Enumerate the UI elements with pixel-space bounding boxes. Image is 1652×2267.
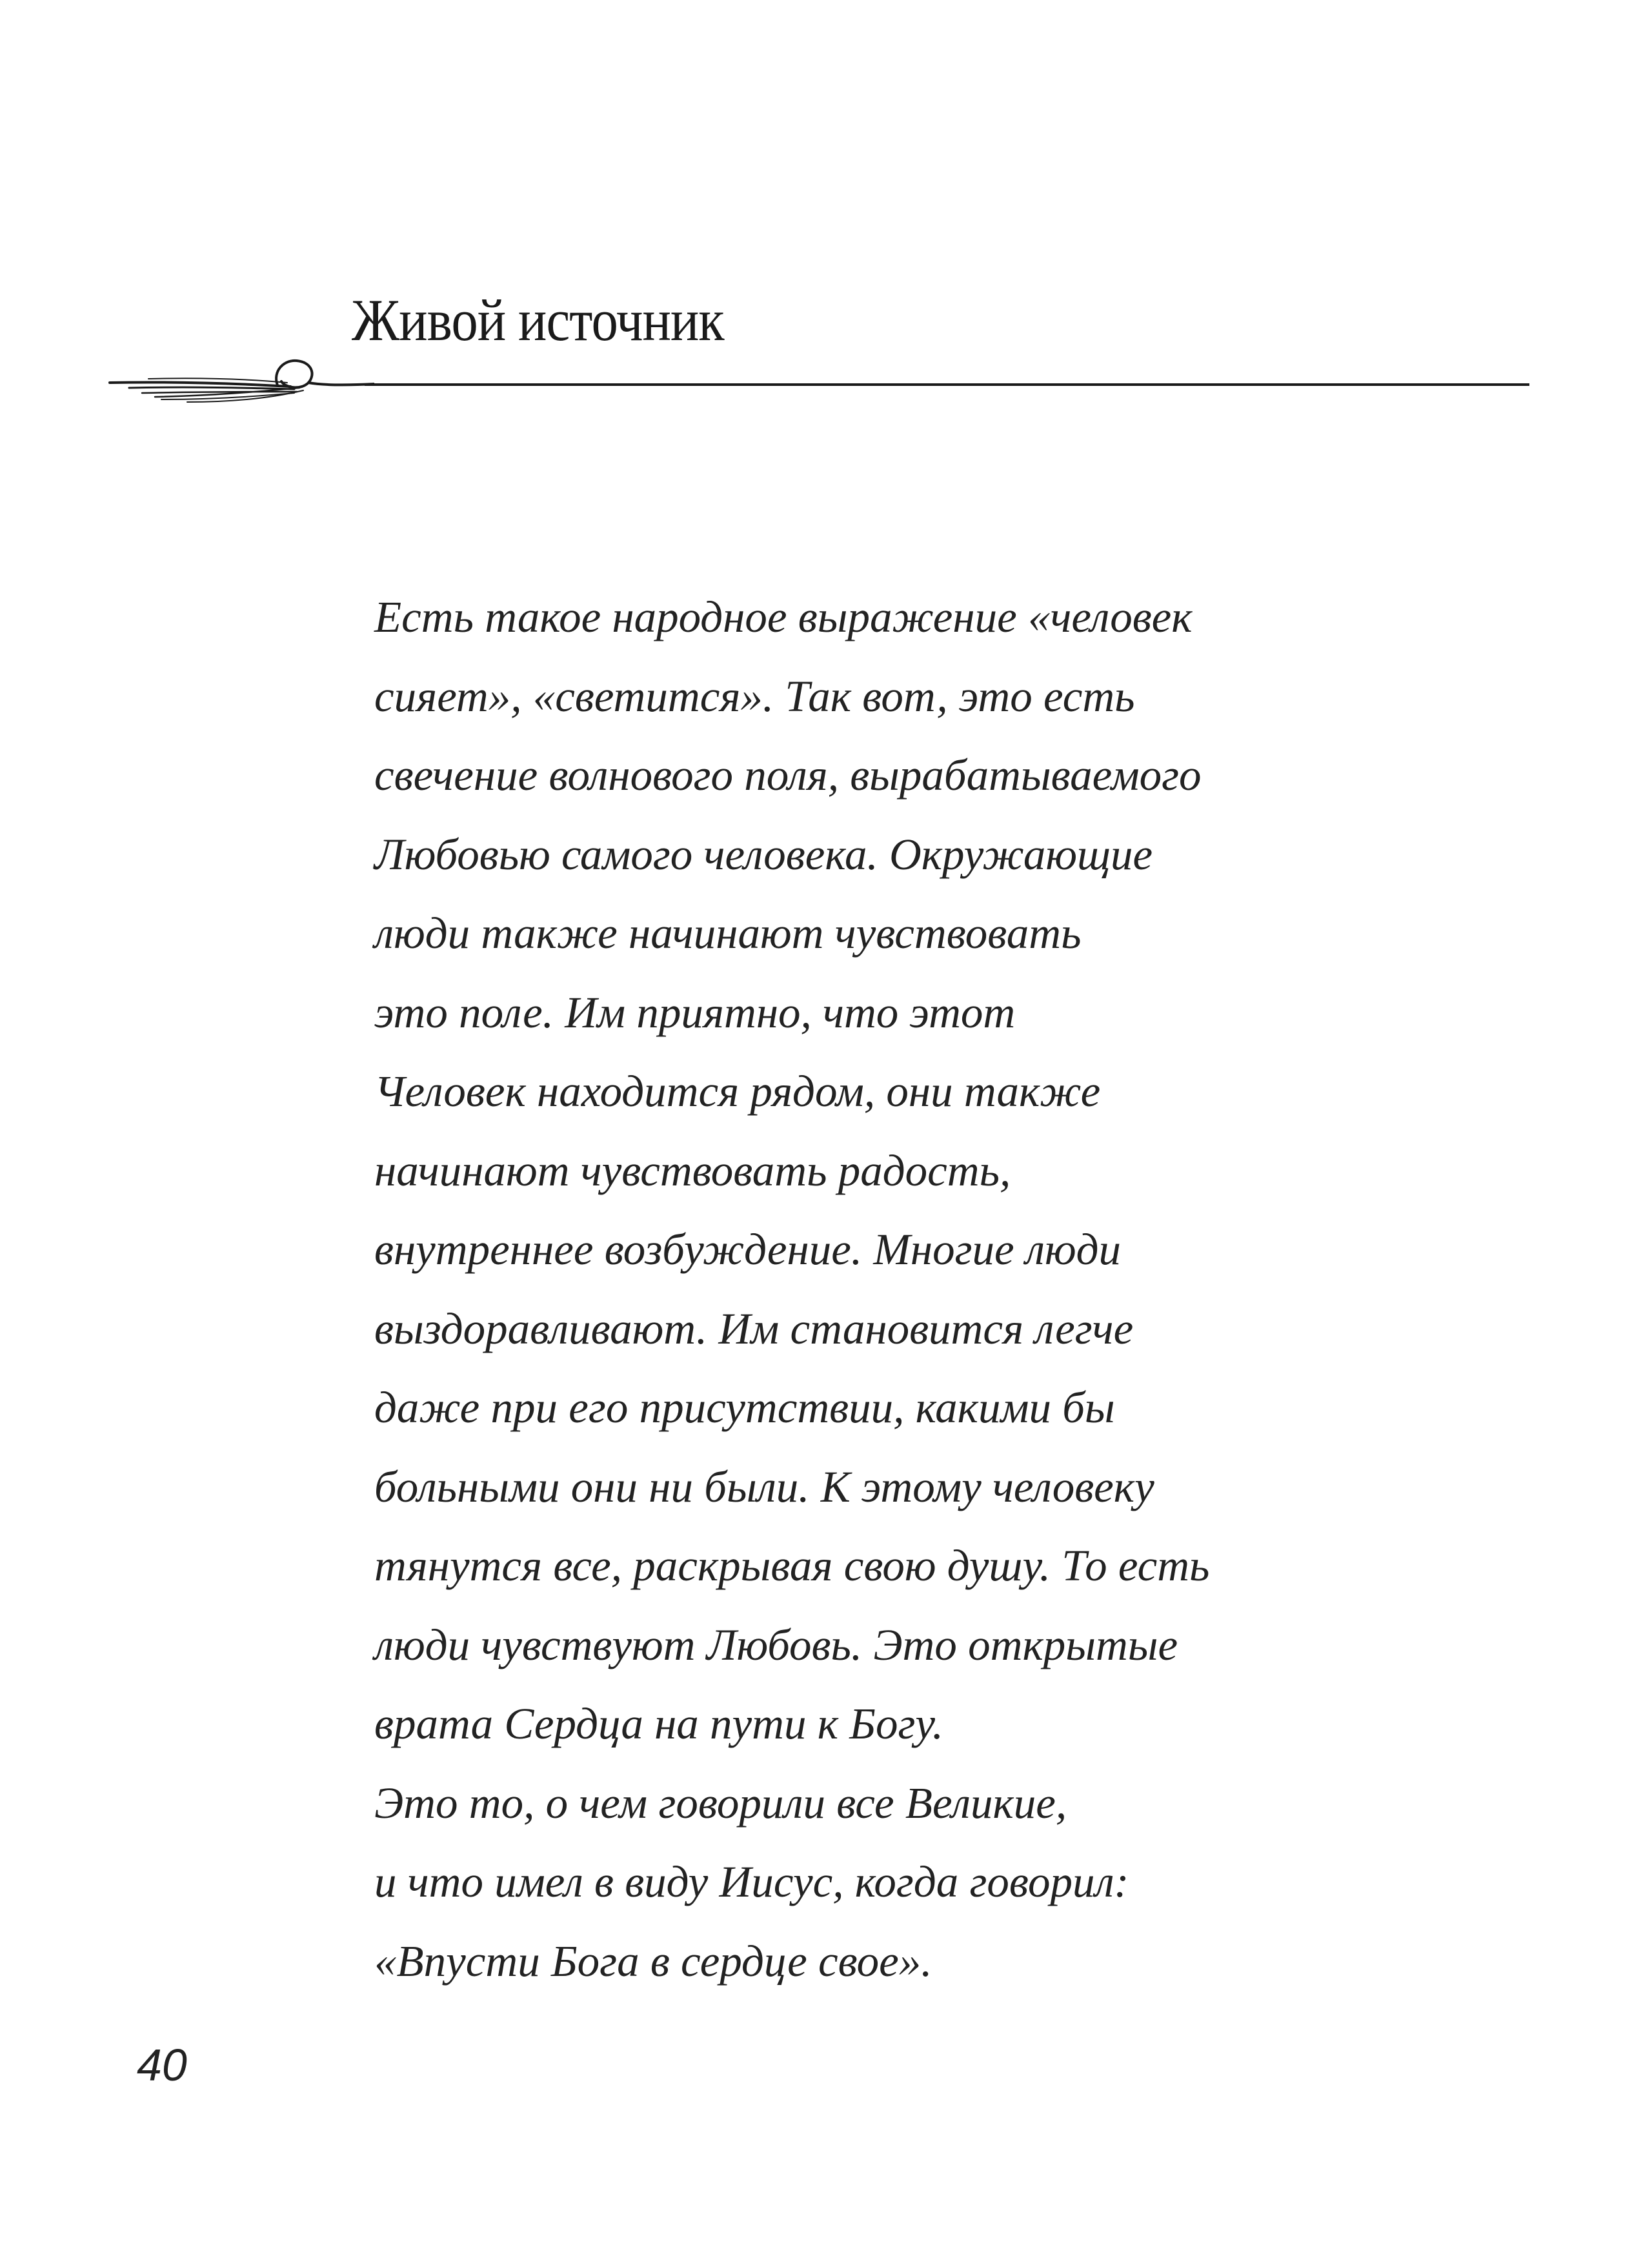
body-line: люди чувствуют Любовь. Это открытые bbox=[374, 1620, 1178, 1669]
body-line: тянутся все, раскрывая свою душу. То есть bbox=[374, 1541, 1210, 1590]
feather-flourish-icon bbox=[103, 345, 374, 410]
running-head-title: Живой источник bbox=[352, 287, 724, 353]
body-line: свечение волнового поля, вырабатываемого bbox=[374, 751, 1202, 800]
body-line: начинают чувствовать радость, bbox=[374, 1145, 1011, 1195]
body-line: внутреннее возбуждение. Многие люди bbox=[374, 1225, 1122, 1274]
body-line: даже при его присутствии, какими бы bbox=[374, 1383, 1115, 1432]
body-line: Это то, о чем говорили все Великие, bbox=[374, 1778, 1067, 1828]
body-line: Любовью самого человека. Окружающие bbox=[374, 829, 1153, 879]
page-number: 40 bbox=[137, 2040, 187, 2090]
body-line: выздоравливают. Им становится легче bbox=[374, 1304, 1134, 1353]
body-text bbox=[374, 578, 1439, 2000]
body-line: больными они ни были. К этому человеку bbox=[374, 1462, 1154, 1511]
body-line: и что имел в виду Иисус, когда говорил: bbox=[374, 1857, 1129, 1906]
header-rule bbox=[365, 383, 1529, 386]
body-line: Есть такое народное выражение «человек bbox=[374, 592, 1193, 641]
body-line: это поле. Им приятно, что этот bbox=[374, 987, 1016, 1037]
body-line: люди также начинают чувствовать bbox=[374, 909, 1082, 958]
body-line: сияет», «светится». Так вот, это есть bbox=[374, 671, 1135, 721]
body-line: Человек находится рядом, они также bbox=[374, 1067, 1101, 1116]
body-line: «Впусти Бога в сердце свое». bbox=[374, 1936, 932, 1986]
body-line: врата Сердца на пути к Богу. bbox=[374, 1699, 943, 1748]
